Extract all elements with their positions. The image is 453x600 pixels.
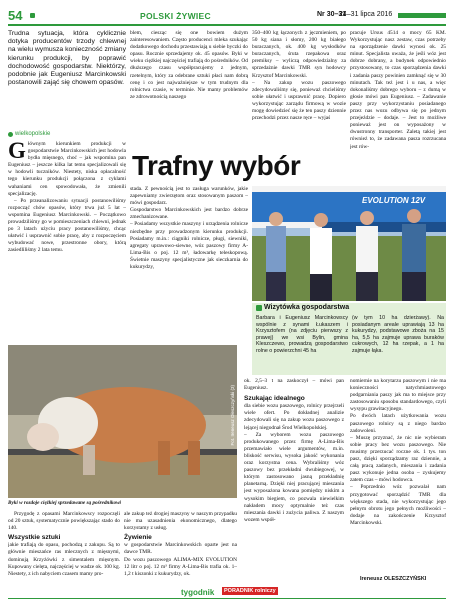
col3-bottom-paragraph-1: ok. 2,5–3 t na zaskoczył – mówi pan Eugeniusz. [244, 378, 344, 392]
column-1-bottom [8, 511, 120, 595]
subhead-szukajac-idealnego: Szukając idealnego [244, 395, 305, 403]
col2-bottom-paragraph-2: w gospodarstwie Marcinkowskich oparte jest na dawce TMR. Do wozu paszowego ALIMA-MIX EVOLUTION 12 litr o poj. 12 m³ firmy A-Lima-Bis trafia ok. 1–1,2 t kiszonki z kukurydzy, ok. [124, 542, 237, 577]
issue-number: Nr 30–31 [317, 11, 347, 18]
article-author: Ireneusz OLESZCZYŃSKI [360, 576, 427, 582]
footer-logo: tygodnik [181, 588, 215, 597]
mixer-brand-label: EVOLUTION 12V [362, 196, 426, 205]
col3-bottom-paragraph-2: dla siebie wozu paszowego, rolnicy przejrzeli wiele ofert. Po dokładnej analizie zdecydowali się na zakup wozu paszowego z lejącej niegodnał Środ Wielkopolskiej. – Za wyborem wozu paszowego produkowanego przez firmę A-Lima-Bis przemawiało wiele argumentów, m.in. bliskość serwisu, wysoka jakość wykonania oraz korzystna cena. Wybraliśmy wóz paszowy bez przekładni dwubiegowej, w którym zastosowano jasną przekładnię planetarną. Dzięki niej pracującej mieszania jest wyposażona kowana pomiędzy niskim a wysokim biegiem, co pozwala niewielkim nakładem mocy optymalnie też czas mieszania dawki i zużycia paliwa. Z naszym wozem współ- [244, 403, 344, 523]
intro-paragraph-2: – Po przeanalizowaniu sytuacji postanowiliśmy rozpocząć chów opasów, który trwa już 5 lat – wspomina Eugeniusz Marcinkowski. – Początkowo prowadziliśmy go w pomieszczeniach chlewni, jednak po 3 latach użyciu pracy postanowiliśmy, chcąc ułatwić i usprawnić sobie pracę, aby z rozpoczęciem wybudować nowe, przestronne obory, którą zasiedliliśmy 2 lata temu. [8, 197, 126, 254]
info-box-title: Wizytówka gospodarstwa [264, 304, 350, 311]
bull-photo [8, 345, 237, 498]
region-label: wielkopolskie [15, 131, 51, 137]
subhead-wszystkie-sztuki: Wszystkie sztuki [8, 534, 61, 542]
column-3-top: 350–400 kg łączonych z jęczmieniem, po 50 kg siana i słomy, 200 kg białego buraczanych, ok. 400 kg wysłodków buraczanych, śruta rzepakowa oraz premiksy – wyliczą odpowiedzialny za sprzedażnie dawki TMR syn hodowcy Krzysztof Marcinkowski. – Na zakup wozu paszowego zdecydowaliśmy się, ponieważ chcieliśmy sobie ułatwić i usprawnić pracę. Dopiero wykorzystując zarządu firmową w wozie mogę dowiedzieć się że ten paszy dziennie przechodzi przez nasze ręce – wyjaś [252, 30, 346, 122]
section-title: POLSKI ŻYWIEC [140, 11, 211, 21]
page-number: 54 [8, 8, 23, 23]
column-3-bottom [244, 378, 344, 590]
column-4-bottom: nomiernie na korytarzu paszowym i nie ma konieczności natychmiastowego podgarniania paszy jak ma to miejsce przy zastosowaniu sposobu standardowego, czyli wysypu grawitacyjnego. Po dwóch latach użytkowania wozu paszowego rolnicy są z niego bardzo zadowoleni. – Muszę przyznać, że nic nie wybieram sobie pracy bez wozu paszowego. Nie musimy przerzucać roczne ok. 1 tys. ton pasz, dzięki sporządzamy raz dziennie, a całą pracą zadanych, mieszania i zadania pasz wykonuje jedna osoba – zyskujemy zatem czas – mówi hodowca. – Poprzednio wóz pozwalał nam przygotować sporządzić TMR dla większego stada, nie wykorzystując jego pełnym obrotu jego pełnych możliwości – dodaje na zakończenie Krzysztof Marcinkowski. [350, 378, 446, 526]
footer-badge: PORADNIK rolniczy [224, 588, 276, 594]
subhead-zywienie: Żywienie [124, 534, 152, 542]
issue-date: 24–31 lipca 2016 [339, 11, 393, 18]
col1-bottom-paragraph-1: Przygodę z opasami Marcinkowscy rozpoczęli od 20 sztuk, systematycznie powiększając stado do 140. [8, 511, 120, 532]
intro-paragraph: łównym kierunkiem produkcji w gospodarstwie Marcinkowskich jest hodowla bydła mięsnego, choć – jak wspomina pan Eugeniusz – jeszcze kilka lat temu specjalizowali się w hodowli tuczników. Niestety, niska opłacalność tego kierunku produkcji połączona z cyklami wahaniami cen spowodowała, że zmienili specjalizację. [8, 141, 126, 197]
photo-credit: Fot. Ireneusz Oleszczyński (3) [230, 385, 235, 446]
header-rule [8, 24, 446, 26]
region-marker-icon [8, 132, 13, 137]
column-4-top: pracuje Ursus 4514 o mocy 65 KM. Wykorzystując nasz zestaw, czas potrzeby na sporządzenie dawki wynosi ok. 25 minut. Specjalista uważa, że jeśli wóz jest dobrze dobrany, a budynek odpowiednio przystosowany, to czas sporządzenia dawki i zadania paszy powinien zamknąć się w 30 minutach. Tak też jest i u nas, a więc dokonaliśmy dobrego wyboru – z dumą w głosie mówi pan Eugeniusz. – Zadawanie paszy przy wykorzystaniu posiadanego przez nas wozu odbywa się po jednym przejeździe – dodaje. – Jest to możliwe ponieważ jest on wyposażony w dwustronny transporter. Zaletą takiej jest również to, że zadawana pasza rozrzucana jest rów- [350, 30, 446, 150]
header-accent-bar [398, 13, 446, 18]
column-1-intro [8, 141, 126, 343]
drop-cap: G [8, 141, 26, 163]
info-box-text-b: (w tym 10 ha dzierżawy). Na posiadanym areale uprawiają 13 ha kukurydzy, podstawowe zboża na 15 ha, 5,5 ha zajmuje uprawa buraków cukrowych, 12 ha rzepak, a 1 ha zajmuje łąka. [352, 315, 444, 354]
column-2-bottom [124, 511, 237, 595]
bull-photo-caption: Byki w rozdoje ciężkiej sprzedawane są pośrednikowi [8, 500, 121, 506]
column-2-middle: stada. Z pewnością jest to zasługa warunków, jakie zapewniamy zwierzętom oraz stosowanym paszom – mówi gospodarz. Gospodarstwo Marcinkowskich jest bardzo dobrze zmechanizowane. – Posiadamy wszystkie maszyny i urządzenia rolnicze niezbędne przy prowadzonym kierunku produkcji. Posiadamy m.in.: ciągniki rolnicze, pługi, siewniki, agregaty uprawowo-siewne, wóz paszowy firmy A-Lima-Bis o poj. 12 m³, ładowarkę teleskopową. Świetnie maszyny specjalistyczne jak sieczkarnia do kukurydzy, [130, 186, 248, 271]
article-title: Trafny wybór [132, 150, 301, 181]
bull-photo-illustration [8, 345, 237, 498]
col2-bottom-paragraph-1: ale zakup też drogiej maszyny w naszym przypadku nie ma uzasadnienia ekonomicznego, dlatego korzystamy z usług. [124, 511, 237, 532]
column-2-top: blem, ciesząc się one bowiem dużym zainteresowaniem. Często producenci mleka szukając dodatkowego dochodu przestawiają u siebie byczki do opasu. Rocznie sprzedajemy ok. 45 opasów. Byki w wieku ciężkiej najczęściej trafiają do pośredników. Od dłuższego czasu współpracujemy z jednym, rzetelnym, który za odebrane sztuki płaci nam dobrą cenę i co jest najważniejsze w tym trudnym dla rolnictwa czasie, w terminie. Nie mamy problemów ze zdrowotnością naszego [130, 30, 248, 100]
info-box-text-a: Barbara i Eugeniusz Marcinkowscy wspólnie z synami Łukaszem i Krzysztofem (na zdjęciu pierwszy z prawej) we wsi Bylin, gmina Kleszczewo, prowadzą gospodarstwo rolne o powierzchni 45 ha [256, 315, 348, 354]
footer-rule [8, 598, 446, 599]
info-box-marker [256, 305, 262, 311]
farmers-photo [252, 186, 446, 301]
page-number-marker [30, 13, 35, 18]
lead-paragraph: Trudna sytuacja, która cyklicznie dotyka producentów trzody chlewnej na wielu wymusza konieczność zmiany kierunku produkcji, by poprawić dochodowość gospodarstw. Niektórzy, podobnie jak Eugeniusz Marcinkowski postanowili zająć się chowem opasów. [8, 30, 126, 87]
col1-bottom-paragraph-2: jakie trafiają do opasu, pochodzą z zakupu. Są to głównie mieszańce ras mlecznych z mięsnymi, dominują Krzyżówki z simentalem mięsnym. Kupowany cielęta, najczęściej w wadze ok. 100 kg. Niestety, z ich nabyciem czasem mamy pro- [8, 542, 120, 577]
